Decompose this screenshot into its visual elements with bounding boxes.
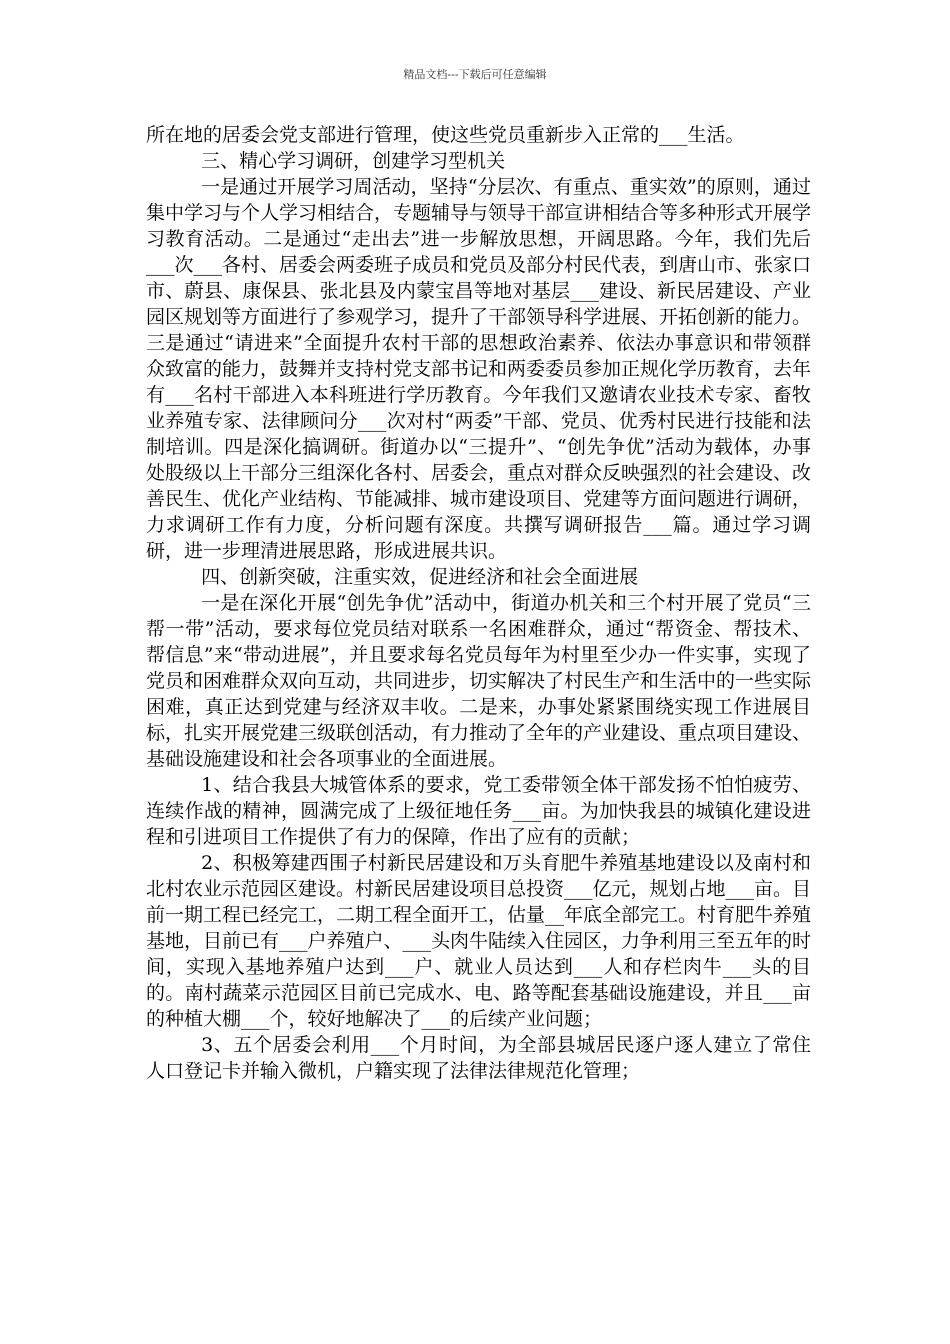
document-body (146, 122, 811, 1084)
page-header: 精品文档---下载后可任意编辑 (403, 68, 547, 81)
list-item-2: 2、积极筹建西围子村新民居建设和万头育肥牛养殖基地建设以及南村和北村农业示范园区建设。村新民居建设项目总投资___亿元，规划占地___亩。目前一期工程已经完工，二期工程全面开工，估量__年底全部完工。村育肥牛养殖基地，目前已有___户养殖户、___头肉牛陆续入住园区，力争利用三至五年的时间，实现入基地养殖户达到___户、就业人员达到___人和存栏肉牛___头的目的。南村蔬菜示范园区目前已完成水、电、路等配套基础设施建设，并且___亩的种植大棚___个，较好地解决了___的后续产业问题； (146, 852, 812, 1030)
list-item-1: 1、结合我县大城管体系的要求，党工委带领全体干部发扬不怕怕疲劳、连续作战的精神，圆满完成了上级征地任务___亩。为加快我县的城镇化建设进程和引进项目工作提供了有力的保障，作出了应有的贡献； (146, 774, 811, 848)
paragraph-innovation: 一是在深化开展“创先争优”活动中，街道办机关和三个村开展了党员“三帮一带”活动，要求每位党员结对联系一名困难群众，通过“帮资金、帮技术、帮信息”来“带动进展”，并且要求每名党员每年为村里至少办一件实事，实现了党员和困难群众双向互动，共同进步，切实解决了村民生产和生活中的一些实际困难，真正达到党建与经济双丰收。二是来，办事处紧紧围绕实现工作进展目标，扎实开展党建三级联创活动，有力推动了全年的产业建设、重点项目建设、基础设施建设和社会各项事业的全面进展。 (146, 592, 812, 770)
list-item-3: 3、五个居委会利用___个月时间，为全部县城居民逐户逐人建立了常住人口登记卡并输入微机，户籍实现了法律法律规范化管理； (146, 1034, 811, 1082)
paragraph-study-research: 一是通过开展学习周活动，坚持“分层次、有重点、重实效”的原则，通过集中学习与个人学习相结合，专题辅导与领导干部宣讲相结合等多种形式开展学习教育活动。二是通过“走出去”进一步解放思想，开阔思路。今年，我们先后___次___各村、居委会两委班子成员和党员及部分村民代表，到唐山市、张家口市、蔚县、康保县、张北县及内蒙宝昌等地对基层___建设、新民居建设、产业园区规划等方面进行了参观学习，提升了干部领导科学进展、开拓创新的能力。三是通过“请进来”全面提升农村干部的思想政治素养、依法办事意识和带领群众致富的能力，鼓舞并支持村党支部书记和两委委员参加正规化学历教育，去年有___名村干部进入本科班进行学历教育。今年我们又邀请农业技术专家、畜牧业养殖专家、法律顾问分___次对村“两委”干部、党员、优秀村民进行技能和法制培训。四是深化搞调研。街道办以“三提升”、“创先争优”活动为载体，办事处股级以上干部分三组深化各村、居委会，重点对群众反映强烈的社会建设、改善民生、优化产业结构、节能减排、城市建设项目、党建等方面问题进行调研，力求调研工作有力度，分析问题有深度。共撰写调研报告___篇。通过学习调研，进一步理清进展思路，形成进展共识。 (146, 176, 812, 562)
section-heading-3: 三、精心学习调研，创建学习型机关 (201, 150, 506, 172)
paragraph-continuation: 所在地的居委会党支部进行管理，使这些党员重新步入正常的___生活。 (146, 124, 745, 146)
section-heading-4: 四、创新突破，注重实效，促进经济和社会全面进展 (201, 566, 639, 588)
